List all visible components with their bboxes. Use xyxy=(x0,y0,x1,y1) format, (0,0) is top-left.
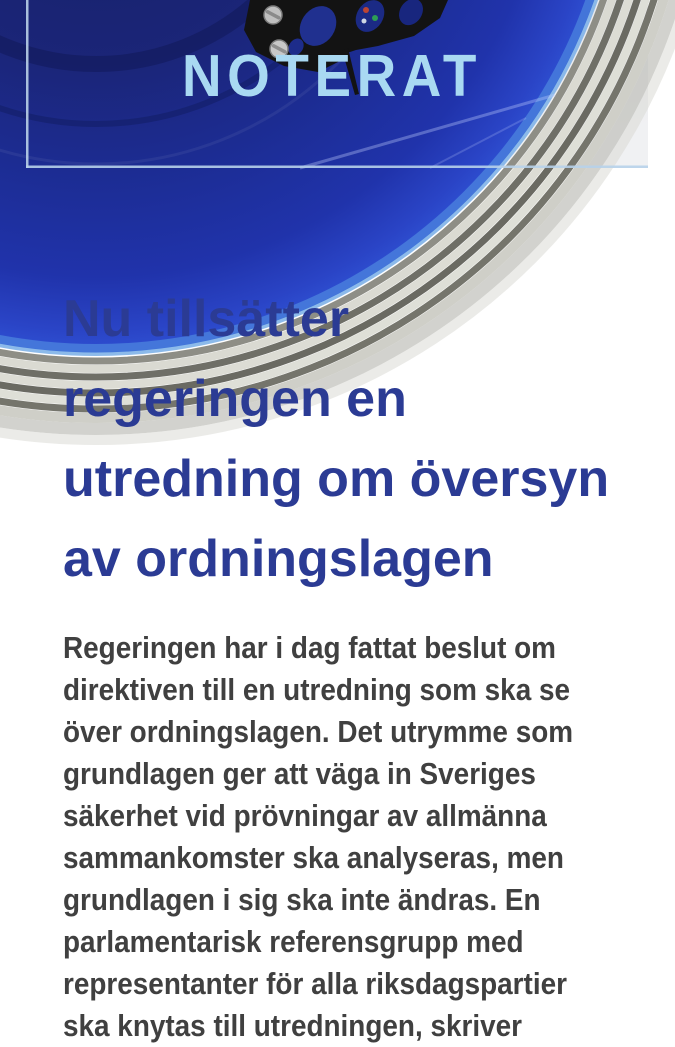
body-line: över ordningslagen. Det utrymme som xyxy=(63,714,574,749)
article-body xyxy=(63,627,603,1047)
hero-image xyxy=(26,0,648,168)
headline-line-4: av ordningslagen xyxy=(63,530,494,588)
body-line: sammankomster ska analyseras, men xyxy=(63,840,564,875)
body-line: ska knytas till utredningen, skriver xyxy=(63,1008,522,1043)
body-line: parlamentarisk referensgrupp med xyxy=(63,924,524,959)
body-line: representanter för alla riksdagspartier xyxy=(63,966,567,1001)
photo-bottom-fringe xyxy=(26,166,648,169)
body-line: grundlagen ger att väga in Sveriges xyxy=(63,756,536,791)
body-line: grundlagen i sig ska inte ändras. En xyxy=(63,882,541,917)
headline-line-3: utredning om översyn xyxy=(63,450,610,508)
photo-left-fringe xyxy=(26,0,29,168)
body-line: direktiven till en utredning som ska se xyxy=(63,672,570,707)
headline-line-2: regeringen en xyxy=(63,370,407,428)
hero-overlay-text: NOTERAT xyxy=(182,43,482,109)
body-line: Regeringen har i dag fattat beslut om xyxy=(63,630,556,665)
body-line: säkerhet vid prövningar av allmänna xyxy=(63,798,547,833)
article-headline xyxy=(63,279,643,599)
headline-line-1: Nu tillsätter xyxy=(63,290,350,348)
vinyl-record-photo xyxy=(26,0,648,168)
